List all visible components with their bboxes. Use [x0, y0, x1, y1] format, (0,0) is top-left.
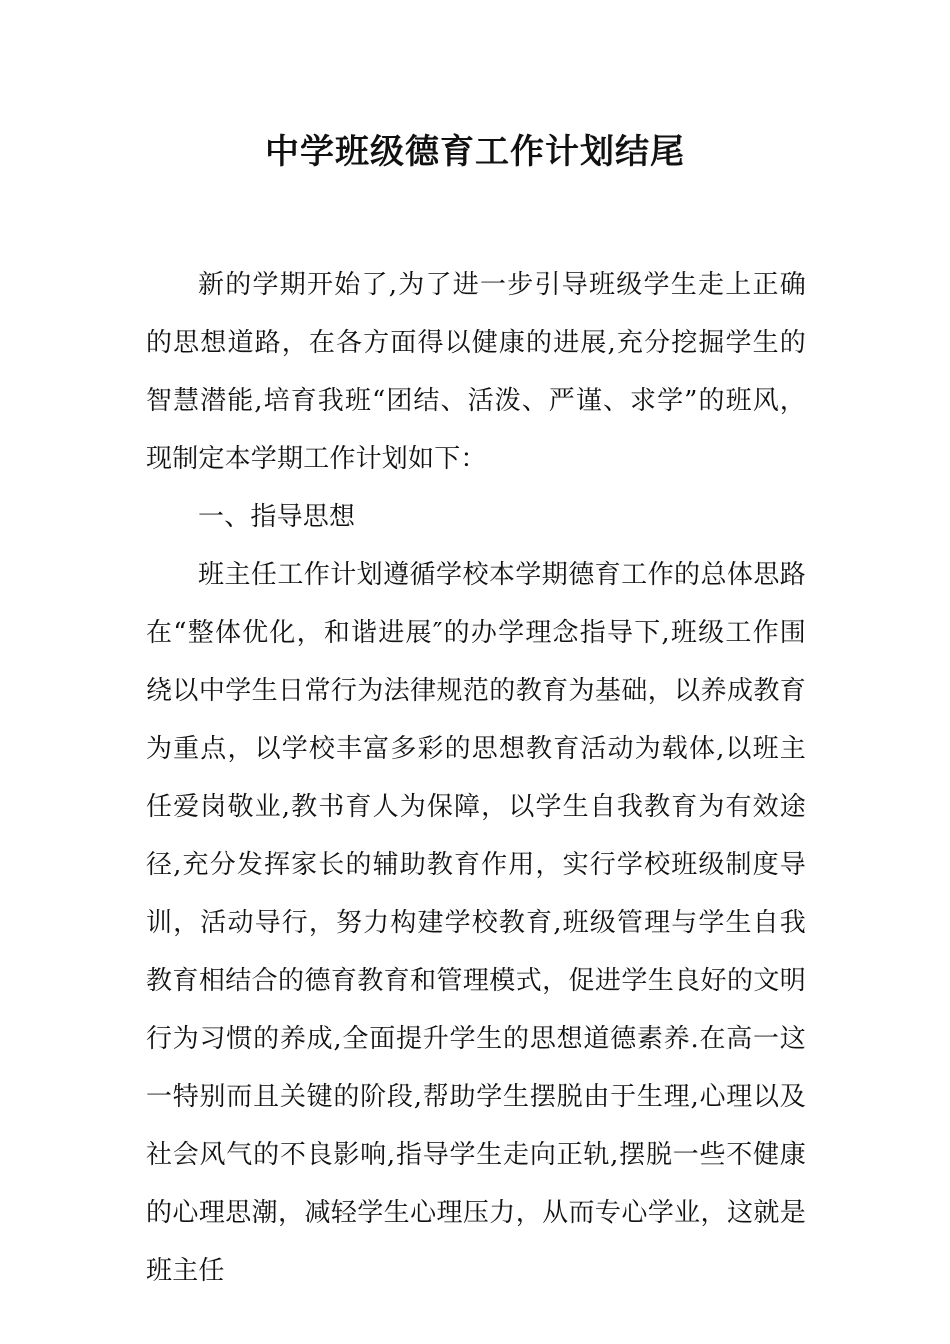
section-heading-guiding-ideology: 一、指导思想 — [198, 502, 356, 532]
paragraph-intro: 新的学期开始了,为了进一步引导班级学生走上正确的思想道路，在各方面得以健康的进展,充分挖掘学生的智慧潜能,培育我班“团结、活泼、严谨、求学”的班风，现制定本学期工作计划如下： — [146, 270, 806, 474]
document-body — [146, 256, 806, 1300]
paragraph-guiding-ideology: 班主任工作计划遵循学校本学期德育工作的总体思路在“整体优化，和谐进展″的办学理念指导下,班级工作围绕以中学生日常行为法律规范的教育为基础，以养成教育为重点，以学校丰富多彩的思想教育活动为载体,以班主任爱岗敬业,教书育人为保障，以学生自我教育为有效途径,充分发挥家长的辅助教育作用，实行学校班级制度导训，活动导行，努力构建学校教育,班级管理与学生自我教育相结合的德育教育和管理模式，促进学生良好的文明行为习惯的养成,全面提升学生的思想道德素养.在高一这一特别而且关键的阶段,帮助学生摆脱由于生理,心理以及社会风气的不良影响,指导学生走向正轨,摆脱一些不健康的心理思潮，减轻学生心理压力，从而专心学业，这就是班主任 — [146, 560, 806, 1286]
document-title: 中学班级德育工作计划结尾 — [265, 132, 685, 172]
